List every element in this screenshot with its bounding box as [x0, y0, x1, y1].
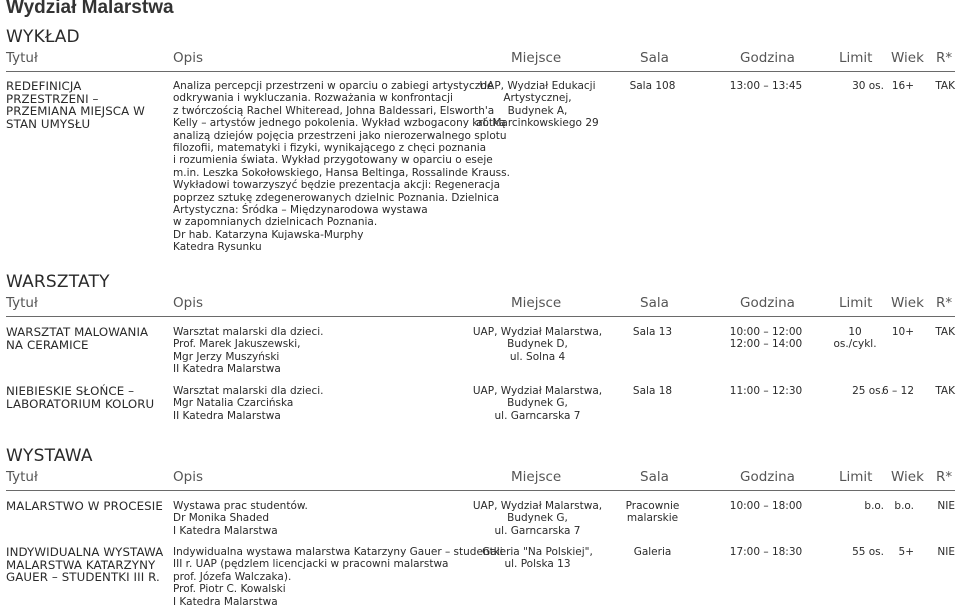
event-age: 16+: [891, 80, 914, 92]
header-opis: Opis: [173, 295, 203, 311]
header-sala: Sala: [640, 469, 669, 485]
event-age: 10+: [891, 326, 914, 338]
event-registration: TAK: [935, 326, 955, 338]
event-limit: b.o.: [864, 500, 884, 512]
event-description: Wystawa prac studentów. Dr Monika Shaded I Katedra Malarstwa: [173, 500, 308, 537]
event-time: 13:00 – 13:45: [729, 80, 803, 92]
event-limit: 10 os./cykl.: [833, 326, 877, 351]
event-limit: 25 os.: [852, 385, 884, 397]
event-room: Sala 13: [632, 326, 673, 338]
table-header: [0, 469, 959, 489]
header-rule: [6, 71, 955, 72]
event-room: Pracownie malarskie: [625, 500, 680, 525]
table-header: [0, 295, 959, 315]
header-miejsce: Miejsce: [511, 295, 562, 311]
event-time: 17:00 – 18:30: [729, 546, 803, 558]
event-location: UAP, Wydział Malarstwa, Budynek G, ul. Garncarska 7: [472, 500, 603, 537]
event-room: Sala 18: [632, 385, 673, 397]
event-time: 11:00 – 12:30: [729, 385, 803, 397]
event-age: 5+: [898, 546, 914, 558]
header-title: Tytuł: [6, 50, 38, 66]
event-age: 6 – 12: [882, 385, 914, 397]
header-r: R*: [936, 469, 953, 485]
header-wiek: Wiek: [891, 50, 924, 66]
header-opis: Opis: [173, 50, 203, 66]
event-time: 10:00 – 12:00 12:00 – 14:00: [729, 326, 803, 351]
event-title: WARSZTAT MALOWANIA NA CERAMICE: [6, 325, 149, 352]
header-rule: [6, 316, 955, 317]
header-sala: Sala: [640, 50, 669, 66]
section-title-warsztaty: WARSZTATY: [6, 272, 110, 292]
header-miejsce: Miejsce: [511, 469, 562, 485]
header-title: Tytuł: [6, 295, 38, 311]
event-description: Warsztat malarski dla dzieci. Prof. Marek Jakuszewski, Mgr Jerzy Muszyński II Katedra Malarstwa: [173, 326, 324, 376]
event-location: UAP, Wydział Malarstwa, Budynek D, ul. Solna 4: [472, 326, 603, 363]
event-location: UAP, Wydział Malarstwa, Budynek G, ul. Garncarska 7: [472, 385, 603, 422]
event-description: Analiza percepcji przestrzeni w oparciu o zabiegi artystyczne odkrywania i wykluczania. Rozważania w konfrontacji z twórczością Rachel Whiteread, Johna Baldessari, Elsworth'a Kelly – artystów jednego pokolenia. Wykład wzbogacony krótką analizą dziejów pojęcia przestrzeni jako nierozerwalnego splotu filozofii, matematyki i fizyki, wynikającego z chęci poznania i rozumienia świata. Wykład przygotowany w oparciu o eseje m.in. Leszka Sokołowskiego, Hansa Beltinga, Rossalinde Krauss. Wykładowi towarzyszyć będzie prezentacja akcji: Regeneracja poprzez sztukę zdegenerowanych dzielnic Poznania. Dzielnica Artystyczna: Śródka – Międzynarodowa wystawa w zapomnianych dzielnicach Poznania. Dr hab. Katarzyna Kujawska-Murphy Katedra Rysunku: [173, 80, 510, 254]
header-limit: Limit: [839, 50, 873, 66]
header-opis: Opis: [173, 469, 203, 485]
header-miejsce: Miejsce: [511, 50, 562, 66]
header-rule: [6, 490, 955, 491]
event-registration: TAK: [935, 80, 955, 92]
header-r: R*: [936, 295, 953, 311]
header-godzina: Godzina: [740, 50, 795, 66]
event-description: Warsztat malarski dla dzieci. Mgr Natalia Czarcińska II Katedra Malarstwa: [173, 385, 324, 422]
event-location: Galeria "Na Polskiej", ul. Polska 13: [482, 546, 593, 571]
event-registration: TAK: [935, 385, 955, 397]
section-title-wystawa: WYSTAWA: [6, 446, 93, 466]
event-title: INDYWIDUALNA WYSTAWA MALARSTWA KATARZYNY GAUER – STUDENTKI III R.: [6, 545, 164, 585]
event-registration: NIE: [937, 500, 955, 512]
event-limit: 55 os.: [852, 546, 884, 558]
event-title: MALARSTWO W PROCESIE: [6, 499, 163, 513]
event-time: 10:00 – 18:00: [729, 500, 803, 512]
event-registration: NIE: [937, 546, 955, 558]
header-r: R*: [936, 50, 953, 66]
header-wiek: Wiek: [891, 295, 924, 311]
page-title: Wydział Malarstwa: [6, 0, 174, 18]
header-godzina: Godzina: [740, 295, 795, 311]
event-limit: 30 os.: [852, 80, 884, 92]
event-title: REDEFINICJA PRZESTRZENI – PRZEMIANA MIEJSCA W STAN UMYSŁU: [6, 79, 145, 131]
event-title: NIEBIESKIE SŁOŃCE – LABORATORIUM KOLORU: [6, 384, 155, 411]
header-wiek: Wiek: [891, 469, 924, 485]
event-age: b.o.: [894, 500, 914, 512]
event-room: Sala 108: [629, 80, 676, 92]
event-description: Indywidualna wystawa malarstwa Katarzyny Gauer – studentki III r. UAP (pędzlem licencjacki w pracowni malarstwa prof. Józefa Walczaka). Prof. Piotr C. Kowalski I Katedra Malarstwa: [173, 546, 503, 608]
header-limit: Limit: [839, 469, 873, 485]
event-room: Galeria: [633, 546, 672, 558]
table-header: [0, 50, 959, 70]
event-location: UAP, Wydział Edukacji Artystycznej, Budynek A, al. Marcinkowskiego 29: [476, 80, 599, 130]
section-title-wyklad: WYKŁAD: [6, 27, 80, 47]
header-sala: Sala: [640, 295, 669, 311]
header-title: Tytuł: [6, 469, 38, 485]
header-limit: Limit: [839, 295, 873, 311]
header-godzina: Godzina: [740, 469, 795, 485]
